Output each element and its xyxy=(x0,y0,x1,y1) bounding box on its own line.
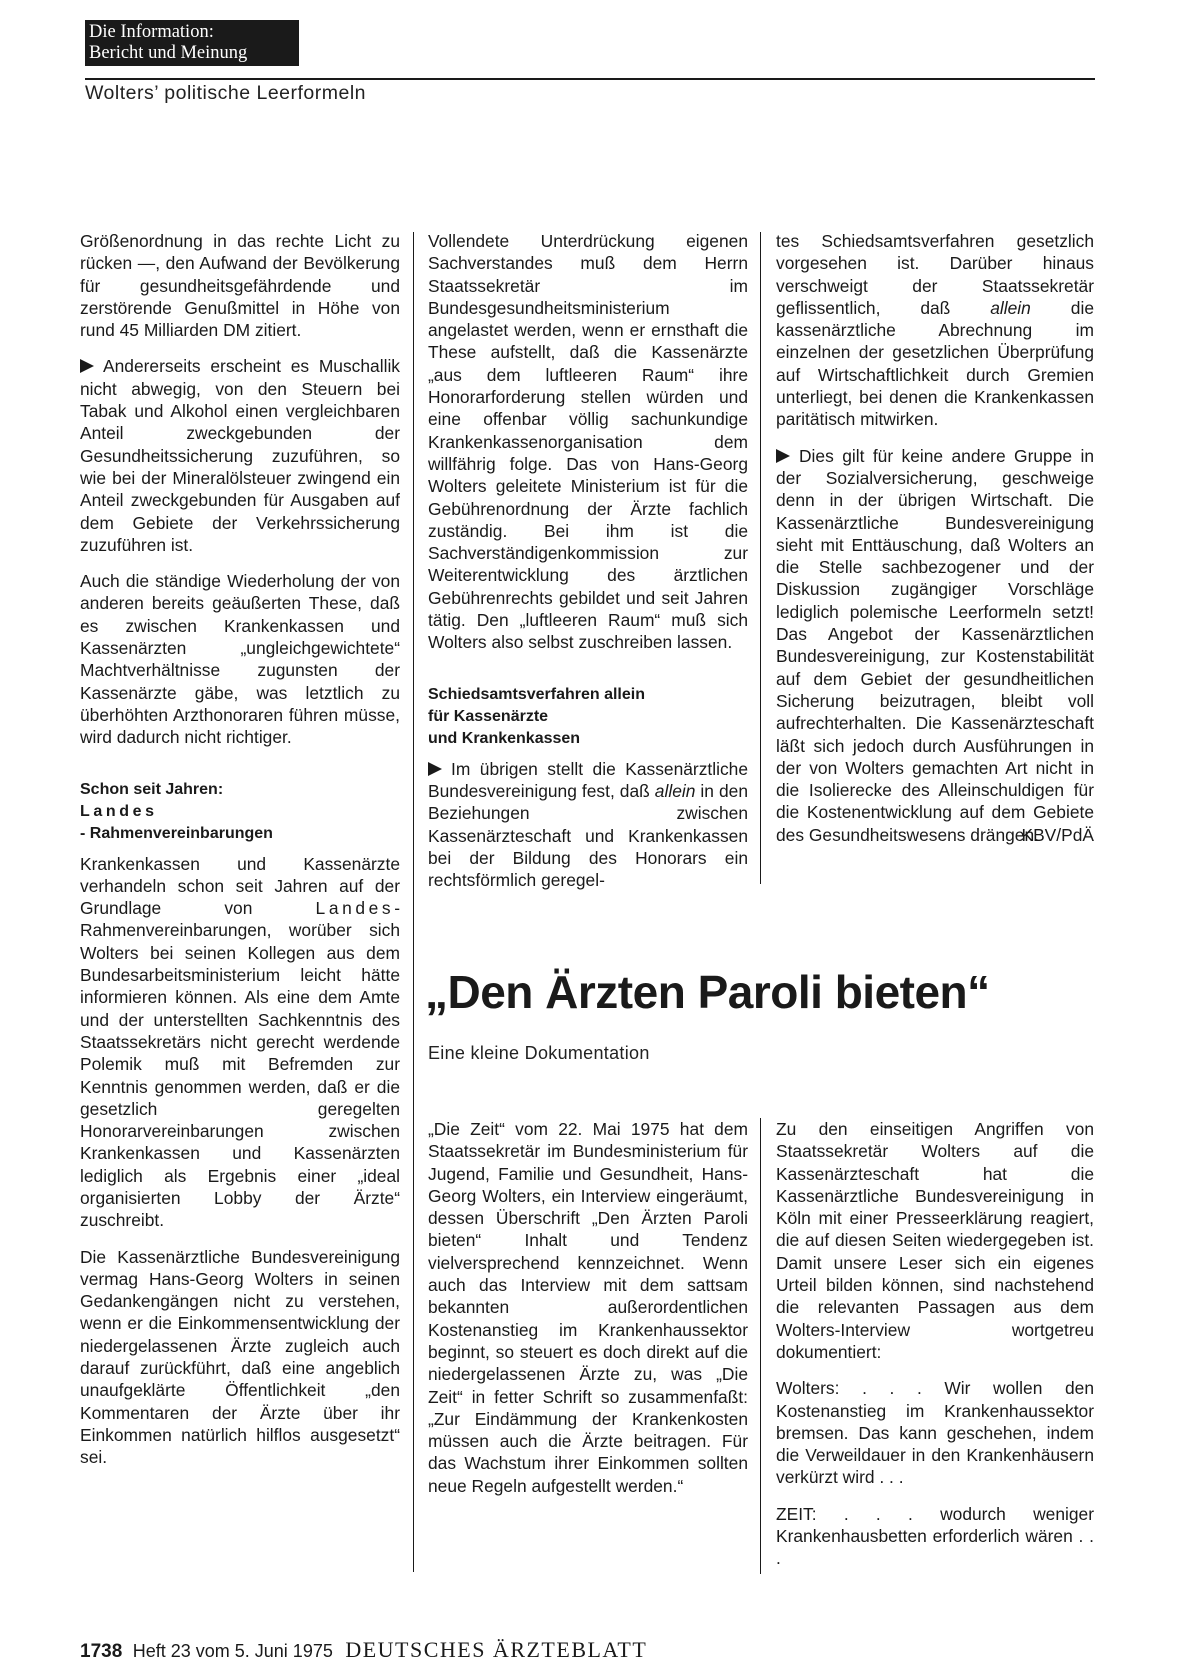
section-badge-line2: Bericht und Meinung xyxy=(89,43,248,63)
article-column-2 xyxy=(428,230,748,891)
triangle-bullet-icon xyxy=(776,449,790,463)
page-footer xyxy=(80,1637,647,1663)
paragraph: tes Schiedsamtsverfahren gesetzlich vorgesehen ist. Darüber hinaus verschweigt der Staatssekretär geflissentlich, daß allein die kassenärztliche Abrechnung im einzelnen der gesetzlichen Überprüfung auf Wirtschaftlichkeit durch Gremien unterliegt, bei denen die Krankenkassen paritätisch mitwirken. xyxy=(776,231,1094,430)
article-topic: Wolters’ politische Leerformeln xyxy=(85,82,367,104)
page-number: 1738 xyxy=(80,1641,123,1662)
column-divider xyxy=(760,1118,761,1574)
article2-column-1 xyxy=(428,1118,748,1497)
article-column-1 xyxy=(80,230,400,1469)
header-rule xyxy=(85,78,1095,80)
paragraph: Auch die ständige Wiederholung der von anderen bereits geäußerten These, daß es zwischen Krankenkassen und Kassenärzten „ungleichgewichtete“ Machtverhältnisse zugunsten der Kassenärzte gäbe, was letztlich zu überhöhten Arzthonoraren führen müsse, wird dadurch nicht richtiger. xyxy=(80,571,400,748)
article2-column-2 xyxy=(776,1118,1094,1570)
interview-quote: ZEIT: . . . wodurch weniger Krankenhausbetten erforderlich wären . . . xyxy=(776,1503,1094,1569)
subheading: Schon seit Jahren: Landes - Rahmenvereinbarungen xyxy=(80,780,273,842)
article-column-3 xyxy=(776,230,1094,846)
paragraph: Andererseits erscheint es Muschallik nicht abwegig, von den Steuern bei Tabak und Alkohol einen vergleichbaren Anteil zweckgebunden der Gesundheitssicherung zuzuführen, so wie bei der Mineralölsteuer zwingend ein Anteil zweckgebunden für Ausgaben auf dem Gebiete der Verkehrssicherung zuzuführen ist. xyxy=(80,356,400,555)
issue-info: Heft 23 vom 5. Juni 1975 xyxy=(132,1641,333,1661)
article-headline: „Den Ärzten Paroli bieten“ xyxy=(425,966,990,1018)
interview-quote: Wolters: . . . Wir wollen den Kostenanstieg im Krankenhaussektor bremsen. Das kann geschehen, indem die Verweildauer in den Krankenhäusern verkürzt wird . . . xyxy=(776,1378,1094,1488)
paragraph: Krankenkassen und Kassenärzte verhandeln schon seit Jahren auf der Grundlage von Landes-Rahmenvereinbarungen, worüber sich Wolters bei seinen Kollegen aus dem Bundesarbeitsministerium leicht hätte informieren können. Als eine dem Amte und der unterstellten Sachkenntnis des Staatssekretärs nicht gerecht werdende Polemik muß mit Befremden zur Kenntnis genommen werden, daß er die gesetzlich geregelten Honorarvereinbarungen zwischen Krankenkassen und Kassenärzten lediglich als Ergebnis einer „ideal organisierten Lobby der Ärzte“ zuschreibt. xyxy=(80,853,400,1231)
paragraph: Zu den einseitigen Angriffen von Staatssekretär Wolters auf die Kassenärzteschaft hat die Kassenärztliche Bundesvereinigung in Köln mit einer Presseerklärung reagiert, die auf diesen Seiten wiedergegeben ist. Damit unsere Leser sich ein eigenes Urteil bilden können, sind nachstehend die relevanten Passagen aus dem Wolters-Interview wortgetreu dokumentiert: xyxy=(776,1119,1094,1362)
paragraph: Die Kassenärztliche Bundesvereinigung vermag Hans-Georg Wolters in seinen Gedankengängen nicht zu verstehen, wenn er die Einkommensentwicklung der niedergelassenen Ärzte zugleich auch darauf zurückführt, daß eine angeblich unaufgeklärte Öffentlichkeit „den Kommentaren der Ärzte über ihr Einkommen natürlich hilflos ausgesetzt“ sei. xyxy=(80,1246,400,1468)
paragraph: „Die Zeit“ vom 22. Mai 1975 hat dem Staatssekretär im Bundesministerium für Jugend, Familie und Gesundheit, Hans-Georg Wolters, ein Interview eingeräumt, dessen Überschrift „Den Ärzten Paroli bieten“ Inhalt und Tendenz vielversprechend kennzeichnet. Wenn auch das Interview mit dem sattsam bekannten außerordentlichen Kostenanstieg im Krankenhaussektor beginnt, so steuert es doch direkt auf die niedergelassenen Ärzte zu, was „Die Zeit“ in fetter Schrift so zusammenfaßt: „Zur Eindämmung der Krankenkosten müssen auch die Ärzte beitragen. Für das Wachstum ihrer Einkommen sollten neue Regeln aufgestellt werden.“ xyxy=(428,1119,748,1496)
paragraph: Vollendete Unterdrückung eigenen Sachverstandes muß dem Herrn Staatssekretär im Bundesgesundheitsministerium angelastet werden, wenn er ernsthaft die These aufstellt, daß die Kassenärzte „aus dem luftleeren Raum“ ihre Honorarforderung stellen würden und eine offenbar völlig sachunkundige Krankenkassenorganisation dem willfährig folge. Das von Hans-Georg Wolters geleitete Ministerium ist für die Gebührenordnung der Ärzte fachlich zuständig. Bei ihm ist die Sachverständigenkommission zur Weiterentwicklung des ärztlichen Gebührenrechts gebildet und seit Jahren tätig. Den „luftleeren Raum“ muß sich Wolters also selbst zuschreiben lassen. xyxy=(428,231,748,653)
article-subheadline: Eine kleine Dokumentation xyxy=(428,1043,650,1063)
subheading: Schiedsamtsverfahren allein für Kassenärzte und Krankenkassen xyxy=(428,685,645,747)
magazine-title: DEUTSCHES ÄRZTEBLATT xyxy=(345,1637,648,1662)
paragraph: Dies gilt für keine andere Gruppe in der Sozialversicherung, geschweige denn in der übrigen Wirtschaft. Die Kassenärztliche Bundesvereinigung sieht mit Enttäuschung, daß Wolters an die Stelle sachbezogener und der Diskussion zugängiger Vorschläge lediglich polemische Leerformeln setzt! Das Angebot der Kassenärztlichen Bundesvereinigung, zur Kostenstabilität auf dem Gebiet der gesundheitlichen Sicherung beizutragen, bleibt voll aufrechterhalten. Die Kassenärzteschaft läßt sich jedoch durch Ausführungen in der von Wolters gemachten Art nicht in die Isolierecke des Alleinschuldigen für die Kostenentwicklung auf dem Gebiete des Gesundheitswesens drängen. xyxy=(776,445,1094,845)
paragraph: Im übrigen stellt die Kassenärztliche Bundesvereinigung fest, daß allein in den Beziehungen zwischen Kassenärzteschaft und Krankenkassen bei der Bildung des Honorars ein rechtsförmlich geregel- xyxy=(428,758,748,891)
triangle-bullet-icon xyxy=(80,359,94,373)
column-divider xyxy=(760,232,761,884)
author-signature: KBV/PdÄ xyxy=(1021,825,1094,846)
section-badge-line1: Die Information: xyxy=(89,22,214,42)
paragraph: Größenordnung in das rechte Licht zu rücken —, den Aufwand der Bevölkerung für gesundheitsgefährdende und zerstörende Genußmittel in Höhe von rund 45 Milliarden DM zitiert. xyxy=(80,231,400,341)
column-divider xyxy=(413,232,414,1572)
triangle-bullet-icon xyxy=(428,762,442,776)
section-badge xyxy=(85,20,299,66)
